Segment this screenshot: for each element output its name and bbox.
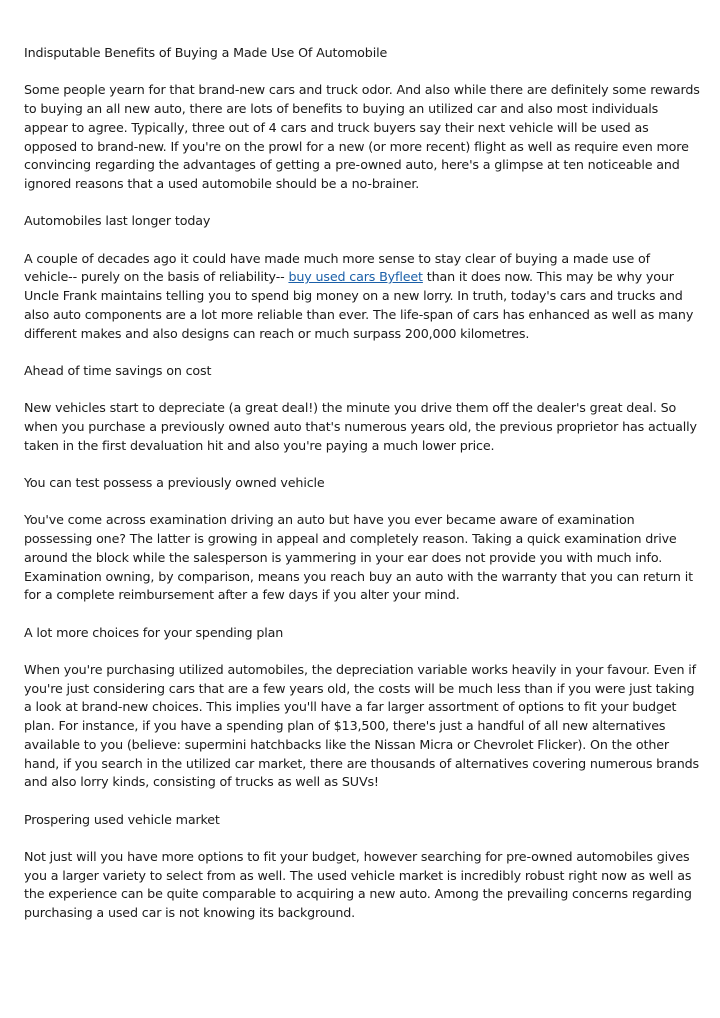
section-heading-savings-on-cost: Ahead of time savings on cost bbox=[24, 362, 212, 378]
body-text-before-link: A couple of decades ago it could have made much more sense to stay clear of buying a made use of vehicle-- purely on the basis of reliability-- bbox=[24, 250, 650, 285]
intro-paragraph: Some people yearn for that brand-new cars and truck odor. And also while there are definitely some rewards to buying an all new auto, there are lots of benefits to buying an utilized car and also most individuals appear to agree. Typically, three out of 4 cars and truck buyers say their next vehicle will be used as opposed to brand-new. If you're on the prowl for a new (or more recent) flight as well as require even more convincing regarding the advantages of getting a pre-owned auto, here's a glimpse at ten noticeable and ignored reasons that a used automobile should be a no-brainer. bbox=[24, 82, 700, 191]
buy-used-cars-byfleet-link[interactable]: buy used cars Byfleet bbox=[288, 269, 423, 285]
section-heading-test-possess: You can test possess a previously owned vehicle bbox=[24, 475, 325, 491]
section-heading-automobiles-last-longer: Automobiles last longer today bbox=[24, 213, 211, 229]
body-text-after-link: than it does now. This may be why your Uncle Frank maintains telling you to spend big money on a new lorry. In truth, today's cars and trucks and also auto components are a lot more reliable than ever. The life-span of cars has enhanced as well as many different makes and also designs can reach or much surpass 200,000 kilometres. bbox=[24, 269, 694, 341]
section-body-used-vehicle-market: Not just will you have more options to fit your budget, however searching for pre-owned automobiles gives you a larger variety to select from as well. The used vehicle market is incredibly robust right now as well as the experience can be quite comparable to acquiring a new auto. Among the prevailing concerns regarding purchasing a used car is not knowing its background. bbox=[24, 849, 692, 921]
section-body-test-possess: You've come across examination driving an auto but have you ever became aware of examination possessing one? The latter is growing in appeal and completely reason. Taking a quick examination drive around the block while the salesperson is yammering in your ear does not provide you with much info. Examination owning, by comparison, means you reach buy an auto with the warranty that you can return it for a complete reimbursement after a few days if you alter your mind. bbox=[24, 512, 693, 603]
section-heading-more-choices: A lot more choices for your spending plan bbox=[24, 624, 284, 640]
document-title: Indisputable Benefits of Buying a Made Use Of Automobile bbox=[24, 45, 388, 60]
section-body-savings-on-cost: New vehicles start to depreciate (a great deal!) the minute you drive them off the dealer's great deal. So when you purchase a previously owned auto that's numerous years old, the previous proprietor has actually taken in the first devaluation hit and also you're paying a much lower price. bbox=[24, 400, 697, 453]
section-heading-used-vehicle-market: Prospering used vehicle market bbox=[24, 811, 220, 827]
section-body-automobiles-last-longer bbox=[24, 250, 702, 344]
section-body-more-choices: When you're purchasing utilized automobiles, the depreciation variable works heavily in your favour. Even if you're just considering cars that are a few years old, the costs will be much less than if you were just taking a look at brand-new choices. This implies you'll have a far larger assortment of options to fit your budget plan. For instance, if you have a spending plan of $13,500, there's just a handful of all new alternatives available to you (believe: supermini hatchbacks like the Nissan Micra or Chevrolet Flicker). On the other hand, if you search in the utilized car market, there are thousands of alternatives covering numerous brands and also lorry kinds, consisting of trucks as well as SUVs! bbox=[24, 662, 700, 790]
